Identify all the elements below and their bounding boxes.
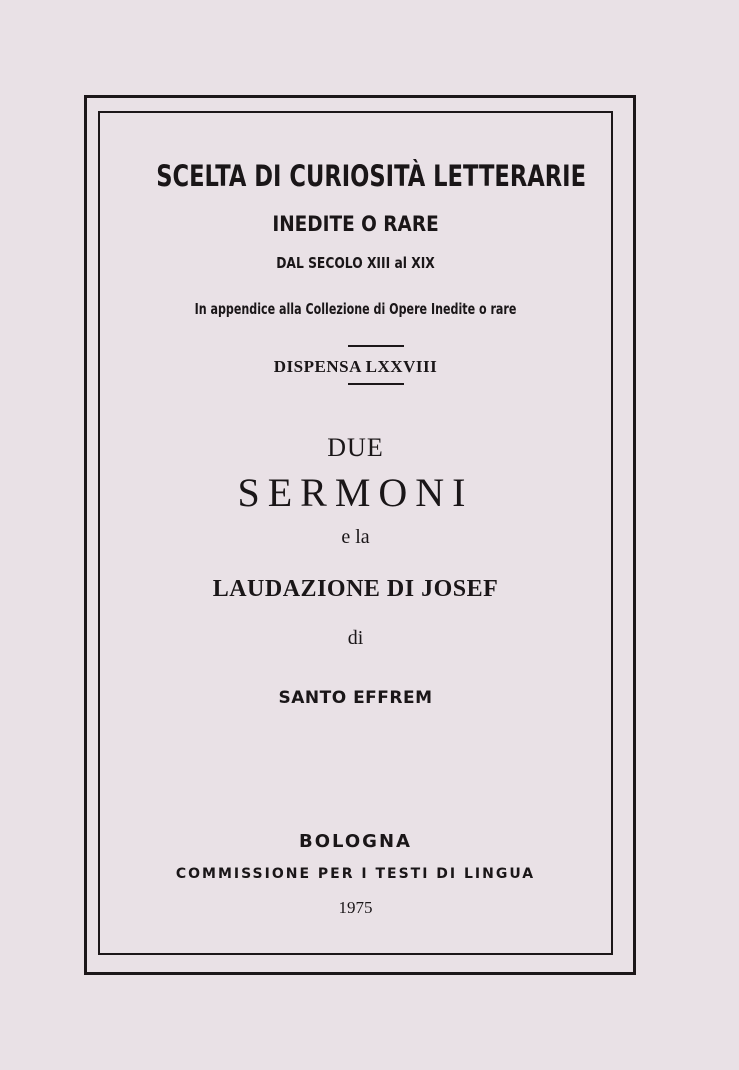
work-title-line-2: SERMONI: [237, 470, 474, 515]
divider-rule-top: [348, 345, 404, 347]
dispensa-number: DISPENSA LXXVIII: [273, 357, 438, 376]
author-name: SANTO EFFREM: [278, 688, 433, 708]
imprint-year: 1975: [338, 898, 373, 917]
series-title: SCELTA DI CURIOSITÀ LETTERARIE: [156, 159, 587, 193]
series-note: In appendice alla Collezione di Opere Inedite o rare: [194, 300, 517, 318]
outer-border-frame: [84, 95, 636, 975]
imprint-publisher: COMMISSIONE PER I TESTI DI LINGUA: [175, 866, 536, 882]
work-title-line-4: LAUDAZIONE DI JOSEF: [212, 576, 499, 602]
series-period: DAL SECOLO XIII al XIX: [276, 254, 435, 272]
imprint-city: BOLOGNA: [299, 831, 412, 852]
work-title-line-1: DUE: [327, 433, 384, 462]
inner-border-frame: [98, 111, 613, 955]
divider-rule-bottom: [348, 383, 404, 385]
series-subtitle: INEDITE O RARE: [272, 212, 439, 236]
work-title-line-3: e la: [341, 526, 370, 548]
work-title-line-5: di: [347, 627, 364, 649]
